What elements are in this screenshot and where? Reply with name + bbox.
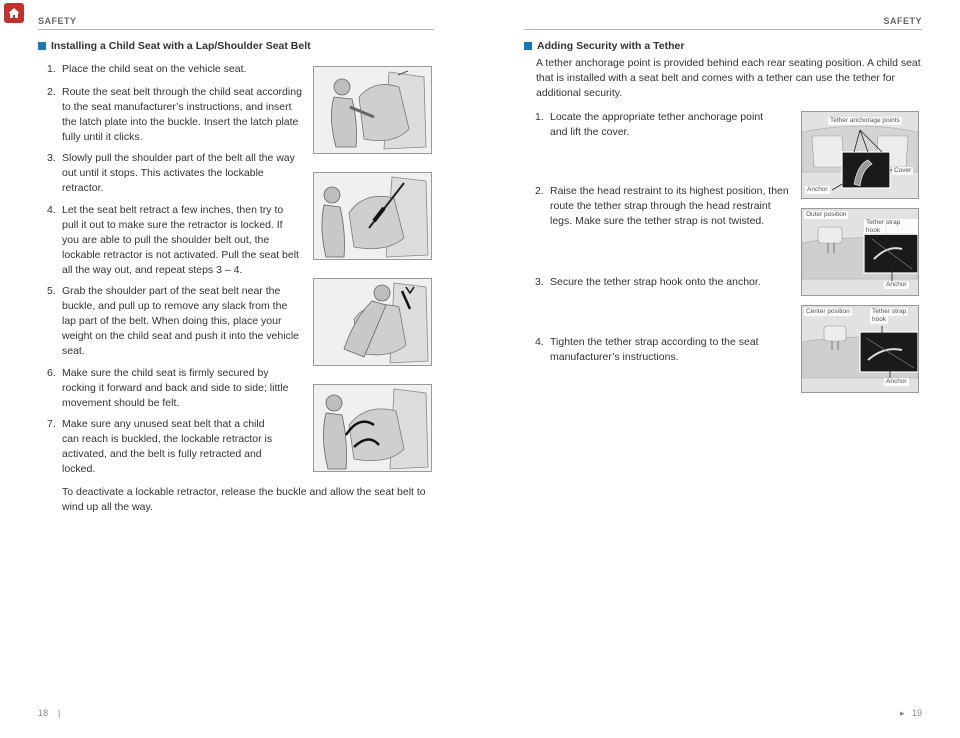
left-page-number: 18 [38, 708, 49, 718]
anchor-label: Anchor [886, 281, 907, 288]
right-section-header: SAFETY [883, 16, 922, 26]
tether-strap-label: Tether strap [872, 308, 907, 315]
center-position-diagram [801, 305, 919, 393]
right-page-marker [900, 708, 905, 719]
home-button[interactable] [4, 3, 24, 23]
section-marker-icon [524, 42, 532, 50]
right-section-title [524, 40, 684, 52]
cover-label: Cover [894, 167, 912, 174]
center-position-label: Center position [806, 308, 850, 315]
tether-anchorage-diagram [801, 111, 919, 199]
outer-position-diagram [801, 208, 919, 296]
page-separator: | [58, 708, 61, 718]
anchor-label: Anchor [807, 186, 828, 193]
left-header-rule [38, 29, 434, 30]
tether-anchorage-points-label: Tether anchorage points [830, 117, 900, 124]
pull-belt-illustration [313, 278, 432, 366]
tether-intro-paragraph: A tether anchorage point is provided behind each rear seating position. A child seat that is installed with a seat belt and comes with a tether can use the tether for additional security. [536, 57, 921, 99]
page-marker-icon: ▸ [900, 708, 905, 718]
right-section-title-text: Adding Security with a Tether [537, 40, 685, 52]
right-page-number: 19 [912, 708, 923, 718]
closing-paragraph: To deactivate a lockable retractor, release the buckle and allow the seat belt to wind up all the way. [62, 486, 426, 513]
anchor-label: Anchor [886, 378, 907, 385]
rock-seat-illustration [313, 384, 432, 472]
left-section-title-text: Installing a Child Seat with a Lap/Shoulder Seat Belt [51, 40, 311, 52]
left-section-header: SAFETY [38, 16, 77, 26]
section-marker-icon [38, 42, 46, 50]
tether-strap-hook-label: Tether strap hook [864, 219, 918, 235]
belt-routing-illustration [313, 172, 432, 260]
hook-label: hook [872, 316, 887, 323]
left-section-title [38, 40, 311, 52]
outer-position-label: Outer position [806, 211, 847, 218]
child-seat-placement-illustration [313, 66, 432, 154]
right-header-rule [524, 29, 922, 30]
home-icon [7, 6, 21, 20]
